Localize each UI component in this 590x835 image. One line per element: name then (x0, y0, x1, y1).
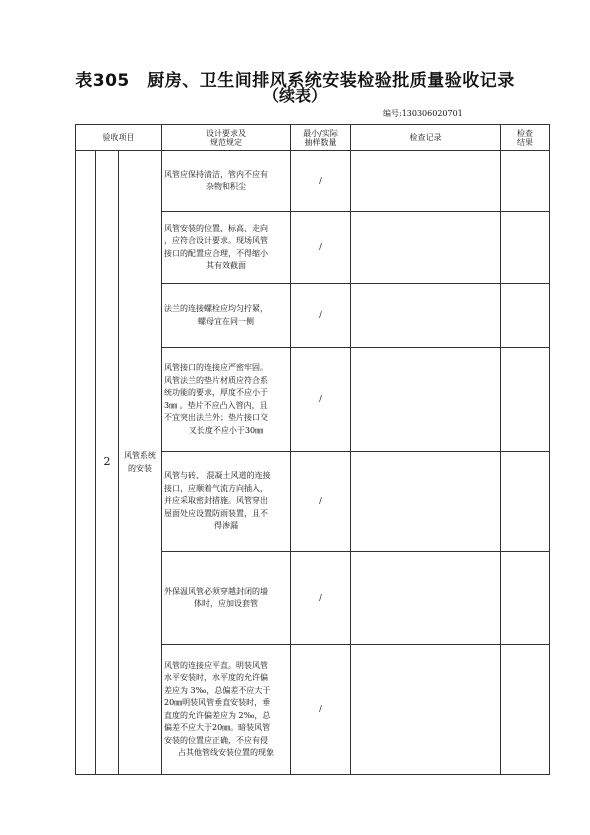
requirement-line: 得渗漏 (214, 521, 238, 531)
sample-cell: / (291, 645, 351, 775)
requirement-line: 占其他管线安装位置的现象 (178, 748, 274, 757)
requirement-line: 风管安装的位置、标高、走向 (164, 223, 268, 233)
requirement-line: 水平安装时，水平度的允许偏 (164, 673, 268, 682)
blank-left-cell (76, 151, 96, 775)
record-cell[interactable] (351, 284, 501, 348)
requirement-line: 不宜突出法兰外；垫片接口交 (164, 413, 268, 422)
record-cell[interactable] (351, 151, 501, 212)
requirement-cell (162, 452, 291, 552)
requirement-line: 差应为 3‰，总偏差不应大于 (164, 685, 271, 695)
record-cell[interactable] (351, 452, 501, 552)
sample-cell: / (291, 348, 351, 452)
requirement-line: ，应符合设计要求。现场风管 (164, 236, 268, 245)
group-name (119, 151, 162, 775)
requirement-cell (162, 151, 291, 212)
requirement-line: 直度的允许偏差应为 2‰，总 (164, 710, 271, 720)
sample-cell: / (291, 552, 351, 645)
requirement-line: 风管的连接应平直。明装风管 (164, 660, 268, 670)
requirement-cell (162, 284, 291, 348)
table-row (76, 151, 550, 212)
requirement-line: 螺母宜在同一侧 (198, 316, 254, 326)
header-sample-line1: 最小/实际 (303, 128, 338, 138)
record-cell[interactable] (351, 645, 501, 775)
requirement-line: 风管接口的连接应严密牢固。 (164, 363, 268, 372)
result-cell[interactable] (501, 552, 550, 645)
requirement-line: 风管与砖、 混凝土风道的连接 (164, 471, 271, 481)
requirement-line: 叉长度不应小于30㎜ (188, 425, 264, 435)
header-sample-line2: 抽样数量 (304, 137, 337, 147)
form-code: 编号:130306020701 (383, 109, 463, 118)
header-item: 验收项目 (76, 125, 162, 151)
sample-cell: / (291, 212, 351, 284)
header-requirement-line1: 设计要求及 (206, 128, 246, 138)
requirement-cell (162, 348, 291, 452)
header-record: 检查记录 (351, 125, 501, 151)
sample-cell: / (291, 151, 351, 212)
header-requirement (162, 125, 291, 151)
header-result-line2: 结果 (517, 137, 533, 147)
requirement-line: 安装的位置应正确，不应有侵 (164, 735, 268, 745)
header-row (76, 125, 550, 151)
sample-cell: / (291, 284, 351, 348)
group-number: 2 (96, 151, 119, 775)
requirement-line: 外保温风管必须穿越封闭的墙 (164, 586, 268, 596)
requirement-line: 接口的配置应合理，不得缩小 (164, 248, 268, 258)
group-name-line1: 风管系统 (124, 451, 156, 460)
result-cell[interactable] (501, 151, 550, 212)
requirement-line: 风管法兰的垫片材质应符合系 (164, 375, 268, 385)
result-cell[interactable] (501, 645, 550, 775)
requirement-line: 接口，应顺着气流方向插入， (164, 483, 268, 493)
requirement-line: 3㎜ 。垫片不应凸入管内，且 (164, 400, 268, 410)
header-result-line1: 检查 (517, 128, 533, 138)
requirement-line: 其有效截面 (206, 261, 246, 270)
sample-cell: / (291, 452, 351, 552)
result-cell[interactable] (501, 348, 550, 452)
requirement-cell (162, 645, 291, 775)
requirement-line: 20㎜明装风管垂直安装时，垂 (164, 698, 271, 707)
record-cell[interactable] (351, 212, 501, 284)
requirement-cell (162, 212, 291, 284)
requirement-cell (162, 552, 291, 645)
requirement-line: 风管应保持清洁，管内不应有 (164, 169, 268, 179)
header-requirement-line2: 规范规定 (210, 137, 242, 147)
header-sample (291, 125, 351, 151)
requirement-line: 并应采取密封措施。风管穿出 (164, 496, 268, 506)
requirement-line: 统功能的要求，厚度不应小于 (164, 388, 268, 397)
header-result (501, 125, 550, 151)
group-name-line2: 的安装 (128, 463, 152, 473)
record-cell[interactable] (351, 348, 501, 452)
inspection-table (75, 124, 550, 775)
requirement-line: 杂物和积尘 (206, 182, 246, 191)
result-cell[interactable] (501, 452, 550, 552)
requirement-line: 体时，应加设套管 (194, 599, 258, 608)
result-cell[interactable] (501, 212, 550, 284)
page-title: 表305 厨房、卫生间排风系统安装检验批质量验收记录 (75, 71, 515, 91)
page-subtitle: （续表） (262, 86, 327, 105)
requirement-line: 偏差不应大于20㎜。暗装风管 (164, 723, 271, 732)
requirement-line: 屋面处应设置防雨装置，且不 (164, 508, 268, 518)
record-cell[interactable] (351, 552, 501, 645)
result-cell[interactable] (501, 284, 550, 348)
requirement-line: 法兰的连接螺栓应均匀拧紧， (164, 304, 268, 313)
